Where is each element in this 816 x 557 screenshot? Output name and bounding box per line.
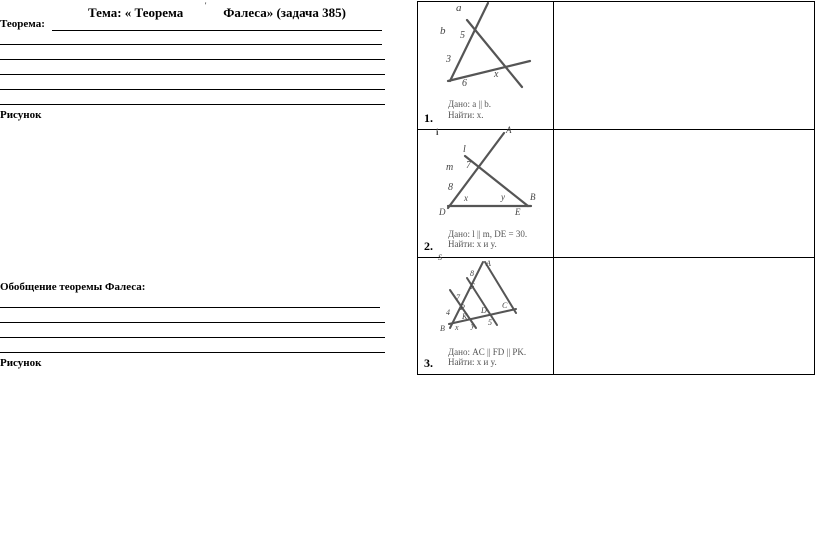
task-row: [418, 2, 815, 130]
task-figure-cell: [418, 2, 554, 130]
given-text: Дано: AC || FD || PK.: [448, 347, 527, 357]
label-7: 7: [456, 293, 460, 302]
find-text: Найти: x и y.: [448, 239, 497, 249]
label-7: 7: [466, 160, 471, 171]
label-F: F: [470, 282, 475, 291]
task-number: 2.: [424, 239, 433, 253]
task-row: [418, 130, 815, 258]
task-answer-cell[interactable]: [554, 2, 815, 130]
task-row: [418, 258, 815, 375]
figure-label-1: Рисунок: [0, 109, 42, 121]
label-a: a: [456, 2, 462, 14]
generalization-label: Обобщение теоремы Фалеса:: [0, 281, 146, 293]
label-E: E: [515, 207, 521, 217]
label-3: 3: [446, 54, 451, 65]
label-4: 4: [446, 308, 450, 317]
find-text: Найти: x.: [448, 110, 484, 120]
title-left: Тема: « Теорема: [88, 5, 184, 20]
label-A: A: [486, 259, 491, 268]
figure-label-2: Рисунок: [0, 357, 42, 369]
answer-line: [0, 352, 385, 353]
label-s: S: [438, 253, 442, 262]
label-B: B: [440, 324, 445, 333]
label-y: y: [501, 192, 505, 202]
answer-line: [0, 322, 385, 323]
label-A: A: [506, 125, 512, 135]
answer-line: [52, 30, 382, 31]
label-5: 5: [460, 30, 465, 41]
label-C: C: [502, 301, 508, 310]
label-6: 6: [462, 78, 467, 89]
task-answer-cell[interactable]: [554, 258, 815, 375]
tasks-table: [417, 1, 815, 375]
label-x: x: [464, 193, 468, 203]
task-number: 3.: [424, 356, 433, 370]
label-x: x: [494, 69, 499, 80]
answer-line: [0, 337, 385, 338]
label-8: 8: [448, 182, 453, 193]
label-P: P: [460, 303, 465, 312]
label-b: b: [440, 25, 446, 37]
answer-line: [0, 104, 385, 105]
answer-line: [0, 59, 385, 60]
label-K: K: [462, 312, 468, 321]
label-l: l: [463, 144, 466, 155]
theorem-label: Теорема:: [0, 18, 45, 30]
label-x: x: [455, 323, 459, 332]
answer-line: [0, 44, 382, 45]
task-figure-cell: [418, 125, 554, 258]
page-title: [88, 5, 346, 21]
given-text: Дано: l || m, DE = 30.: [448, 229, 528, 239]
find-text: Найти: x и y.: [448, 357, 497, 367]
answer-line: [0, 307, 380, 308]
label-D: D: [481, 306, 487, 315]
label-B: B: [530, 192, 536, 202]
label-D: D: [439, 207, 446, 217]
answer-line: [0, 74, 385, 75]
corner-mark: i: [436, 127, 439, 137]
given-text: Дано: a || b.: [448, 99, 492, 109]
tick-mark: ': [205, 1, 207, 10]
label-8: 8: [470, 269, 474, 278]
task-1-diagram: [418, 2, 554, 129]
task-number: 1.: [424, 111, 433, 125]
label-m: m: [446, 162, 454, 173]
worksheet-left: [0, 0, 400, 557]
title-right: Фалеса» (задача 385): [223, 5, 346, 20]
task-answer-cell[interactable]: [554, 130, 815, 258]
task-figure-cell: [418, 253, 554, 375]
label-y: y: [471, 321, 475, 330]
answer-line: [0, 89, 385, 90]
label-5: 5: [488, 318, 492, 327]
